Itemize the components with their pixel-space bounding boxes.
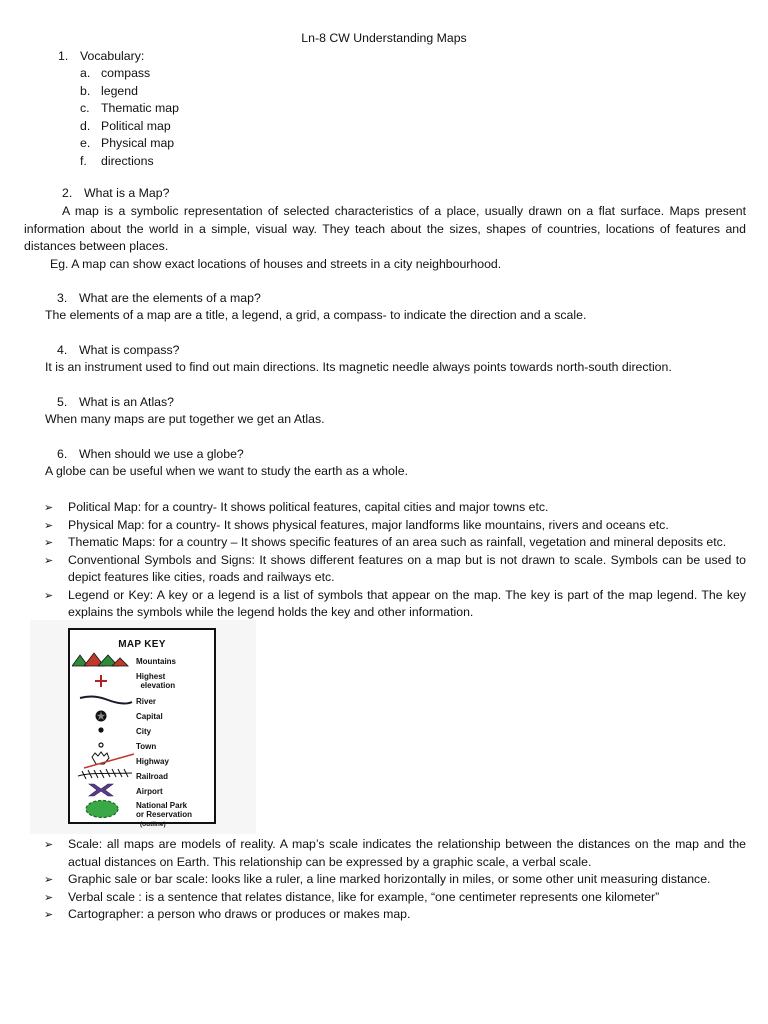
question-3 bbox=[57, 290, 261, 308]
map-key-label: Highway bbox=[136, 757, 169, 766]
question-text: When should we use a globe? bbox=[79, 447, 244, 461]
vocab-item bbox=[80, 135, 179, 153]
map-key-label: River bbox=[136, 697, 157, 706]
arrow-bullet-icon: ➢ bbox=[44, 838, 54, 851]
bullet-item bbox=[44, 871, 746, 889]
question-text: What are the elements of a map? bbox=[79, 291, 261, 305]
map-key-label: Town bbox=[136, 742, 157, 751]
bullet-item bbox=[44, 552, 746, 587]
map-key-label: Airport bbox=[136, 787, 163, 796]
airport-icon bbox=[88, 783, 114, 797]
arrow-bullet-icon: ➢ bbox=[44, 873, 54, 886]
bullet-text: Scale: all maps are models of reality. A map’s scale indicates the relationship between the distances on the map and the actual distances on Earth. This relationship can be expressed by a graphic scale, a verbal scale. bbox=[68, 837, 746, 869]
bullet-item bbox=[44, 517, 746, 535]
vocab-term: Political map bbox=[101, 118, 171, 133]
vocab-heading bbox=[58, 48, 144, 66]
question-number: 2. bbox=[62, 186, 73, 200]
answer-text: A map is a symbolic representation of selected characteristics of a place, usually drawn on a flat surface. Maps present information about the world in a simple, visual way. They teach about the sizes, shapes of countries, locations of features and distances between places. bbox=[24, 204, 746, 253]
map-key-label: Highest elevation bbox=[136, 672, 176, 690]
map-key-label: City bbox=[136, 727, 152, 736]
vocab-item bbox=[80, 153, 179, 171]
vocab-letter: a. bbox=[80, 66, 91, 80]
arrow-bullet-icon: ➢ bbox=[44, 588, 54, 602]
answer-4: It is an instrument used to find out main directions. Its magnetic needle always points towards north-south direction. bbox=[45, 360, 672, 374]
bullet-list-bottom bbox=[44, 836, 746, 924]
vocab-item bbox=[80, 118, 179, 136]
question-5 bbox=[57, 394, 174, 412]
bullet-item bbox=[44, 587, 746, 622]
park-outline-icon bbox=[84, 799, 120, 819]
bullet-list-top bbox=[44, 499, 746, 622]
capital-icon bbox=[94, 709, 108, 723]
vocab-letter: d. bbox=[80, 118, 91, 133]
city-dot-icon bbox=[96, 725, 106, 735]
answer-6: A globe can be useful when we want to study the earth as a whole. bbox=[45, 464, 408, 478]
question-number: 3. bbox=[57, 291, 68, 305]
vocab-term: Thematic map bbox=[101, 101, 179, 115]
question-2 bbox=[62, 185, 169, 203]
vocab-term: compass bbox=[101, 66, 151, 80]
vocab-list bbox=[80, 65, 179, 170]
bullet-text: Verbal scale : is a sentence that relates distance, like for example, “one centimeter represents one kilometer” bbox=[68, 889, 660, 904]
mountains-icon bbox=[72, 652, 130, 668]
vocab-letter: c. bbox=[80, 101, 90, 115]
arrow-bullet-icon: ➢ bbox=[44, 553, 54, 567]
map-key-label: Mountains bbox=[136, 657, 176, 666]
bullet-item bbox=[44, 836, 746, 871]
answer-3: The elements of a map are a title, a legend, a grid, a compass- to indicate the direction and a scale. bbox=[45, 308, 587, 322]
map-key-label: Railroad bbox=[136, 772, 169, 781]
bullet-text: Legend or Key: A key or a legend is a list of symbols that appear on the map. The key is part of the map legend. The key explains the symbols while the legend holds the key and other information. bbox=[68, 587, 746, 619]
question-text: What is compass? bbox=[79, 343, 180, 357]
arrow-bullet-icon: ➢ bbox=[44, 518, 54, 532]
bullet-text: Political Map: for a country- It shows political features, capital cities and major towns etc. bbox=[68, 500, 549, 514]
river-icon bbox=[78, 694, 134, 706]
plus-marker-icon bbox=[94, 674, 108, 688]
bullet-item bbox=[44, 534, 746, 552]
bullet-text: Graphic sale or bar scale: looks like a ruler, a line marked horizontally in miles, or some other unit measuring distance. bbox=[68, 872, 711, 886]
railroad-icon bbox=[76, 768, 134, 780]
vocab-item bbox=[80, 100, 179, 118]
bullet-text: Conventional Symbols and Signs: It shows different features on a map but is not drawn to scale. Symbols can be used to depict features like cities, roads and railways etc. bbox=[68, 552, 746, 584]
vocab-letter: e. bbox=[80, 136, 91, 150]
arrow-bullet-icon: ➢ bbox=[44, 890, 54, 904]
map-key-title: MAP KEY bbox=[118, 639, 166, 650]
question-number: 6. bbox=[57, 447, 68, 461]
map-key-box bbox=[68, 628, 216, 828]
arrow-bullet-icon: ➢ bbox=[44, 908, 54, 921]
arrow-bullet-icon: ➢ bbox=[44, 536, 54, 549]
answer-5: When many maps are put together we get an Atlas. bbox=[45, 412, 325, 426]
vocab-number: 1. bbox=[58, 49, 69, 63]
vocab-term: Physical map bbox=[101, 136, 175, 150]
bullet-item bbox=[44, 889, 746, 907]
arrow-bullet-icon: ➢ bbox=[44, 501, 54, 514]
bullet-text: Cartographer: a person who draws or produces or makes map. bbox=[68, 907, 411, 921]
map-key-figure bbox=[30, 620, 256, 834]
document-title: Ln-8 CW Understanding Maps bbox=[301, 31, 467, 45]
vocab-letter: f. bbox=[80, 153, 87, 168]
vocab-term: legend bbox=[101, 83, 138, 98]
question-number: 5. bbox=[57, 395, 68, 409]
bullet-item bbox=[44, 906, 746, 924]
vocab-term: directions bbox=[101, 153, 154, 168]
bullet-item bbox=[44, 499, 746, 517]
question-number: 4. bbox=[57, 343, 68, 357]
vocab-heading-text: Vocabulary: bbox=[80, 49, 145, 63]
question-text: What is an Atlas? bbox=[79, 395, 175, 409]
bullet-text: Thematic Maps: for a country – It shows specific features of an area such as rainfall, vegetation and mineral deposits etc. bbox=[68, 535, 727, 549]
vocab-letter: b. bbox=[80, 83, 91, 98]
vocab-item bbox=[80, 83, 179, 101]
question-4 bbox=[57, 342, 179, 360]
vocab-item bbox=[80, 65, 179, 83]
question-text: What is a Map? bbox=[84, 186, 170, 200]
question-6 bbox=[57, 446, 244, 464]
map-key-label: National Park or Reservation (outline) bbox=[136, 801, 193, 828]
answer-2 bbox=[24, 203, 746, 256]
bullet-text: Physical Map: for a country- It shows physical features, major landforms like mountains, rivers and oceans etc. bbox=[68, 517, 669, 532]
example-2: Eg. A map can show exact locations of houses and streets in a city neighbourhood. bbox=[50, 257, 502, 271]
map-key-label: Capital bbox=[136, 712, 163, 721]
